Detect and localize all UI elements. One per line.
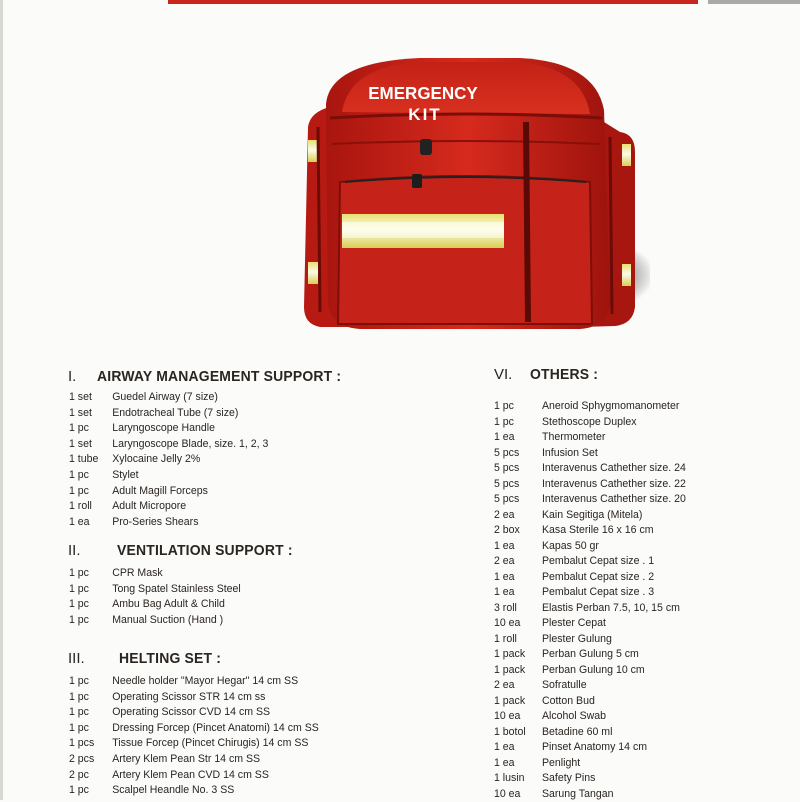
- item-quantity: 1 pc: [69, 484, 89, 497]
- list-item: [69, 721, 357, 736]
- top-accent-bar: [168, 0, 698, 4]
- item-name: Tong Spatel Stainless Steel: [112, 582, 241, 595]
- page-edge: [0, 0, 3, 800]
- item-quantity: 1 pc: [69, 469, 89, 481]
- item-name: Alcohol Swab: [542, 710, 606, 722]
- list-item: [494, 632, 782, 647]
- list-item: [494, 663, 782, 678]
- item-quantity: 1 pc: [69, 598, 89, 611]
- item-name: Tissue Forcep (Pincet Chirugis) 14 cm SS: [112, 737, 309, 750]
- item-name: Adult Micropore: [112, 500, 187, 513]
- list-item: [69, 674, 357, 689]
- list-item: [494, 570, 782, 585]
- item-quantity: 1 set: [69, 437, 92, 450]
- item-name: Stylet: [112, 469, 139, 481]
- section-number: I.: [68, 368, 77, 385]
- list-item: [69, 452, 357, 467]
- list-item: [69, 768, 357, 783]
- item-quantity: 1 lusin: [494, 772, 525, 784]
- item-quantity: 1 pc: [69, 582, 89, 595]
- section-title-ventilation: VENTILATION SUPPORT :: [117, 542, 293, 559]
- list-item: [494, 647, 782, 662]
- item-quantity: 1 set: [69, 406, 92, 419]
- item-name: Dressing Forcep (Pincet Anatomi) 14 cm SS: [112, 721, 319, 734]
- list-item: [69, 406, 357, 421]
- item-name: Aneroid Sphygmomanometer: [542, 400, 680, 412]
- list-item: [494, 399, 782, 414]
- item-name: Pembalut Cepat size . 3: [542, 586, 655, 598]
- list-item: [494, 446, 782, 461]
- item-quantity: 1 pc: [69, 690, 89, 703]
- item-quantity: 1 pc: [69, 721, 89, 734]
- list-item: [69, 437, 357, 452]
- list-item: [69, 736, 357, 751]
- item-quantity: 1 roll: [494, 632, 517, 645]
- section-number: III.: [68, 650, 85, 667]
- item-quantity: 1 ea: [494, 431, 515, 443]
- item-quantity: 1 ea: [494, 586, 515, 598]
- item-name: Kain Segitiga (Mitela): [542, 508, 643, 521]
- list-item: [69, 597, 357, 612]
- list-item: [494, 539, 782, 554]
- item-name: Kapas 50 gr: [542, 539, 599, 552]
- item-quantity: 1 pack: [494, 663, 526, 676]
- section-title-helting: HELTING SET :: [119, 650, 222, 667]
- item-name: Needle holder "Mayor Hegar" 14 cm SS: [112, 675, 299, 687]
- item-name: Xylocaine Jelly 2%: [112, 453, 201, 466]
- list-item: [494, 601, 782, 616]
- item-name: Operating Scissor CVD 14 cm SS: [112, 706, 271, 719]
- item-name: Pro-Series Shears: [112, 515, 199, 528]
- item-name: Plester Cepat: [542, 617, 606, 629]
- item-quantity: 1 roll: [69, 500, 92, 513]
- list-item: [494, 787, 782, 802]
- list-item: [69, 783, 357, 798]
- item-quantity: 1 pc: [494, 415, 514, 428]
- item-quantity: 1 pc: [69, 567, 89, 579]
- list-item: [494, 508, 782, 523]
- bag-label-line1: EMERGENCY: [368, 82, 478, 104]
- item-name: Perban Gulung 5 cm: [542, 648, 639, 660]
- item-quantity: 5 pcs: [494, 462, 520, 474]
- item-quantity: 1 pack: [494, 694, 526, 707]
- item-name: Penlight: [542, 756, 581, 769]
- item-name: Artery Klem Pean CVD 14 cm SS: [112, 768, 269, 781]
- list-item: [494, 477, 782, 492]
- bag-front-pocket: [338, 176, 592, 324]
- item-quantity: 2 pc: [69, 768, 89, 781]
- item-name: Sarung Tangan: [542, 787, 614, 800]
- list-item: [69, 613, 357, 628]
- item-quantity: 10 ea: [494, 617, 521, 629]
- item-quantity: 1 ea: [494, 741, 515, 753]
- item-quantity: 1 tube: [69, 453, 99, 466]
- item-name: CPR Mask: [112, 567, 163, 579]
- item-quantity: 1 pc: [69, 784, 89, 797]
- section-title-airway: AIRWAY MANAGEMENT SUPPORT :: [97, 368, 342, 385]
- item-quantity: 2 pcs: [69, 753, 95, 765]
- list-item: [69, 515, 357, 530]
- list-item: [494, 523, 782, 538]
- item-name: Manual Suction (Hand ): [112, 613, 224, 626]
- item-quantity: 1 pc: [494, 400, 514, 412]
- item-name: Laryngoscope Handle: [112, 422, 215, 435]
- item-quantity: 1 pcs: [69, 737, 95, 750]
- list-item: [494, 756, 782, 771]
- list-item: [494, 709, 782, 724]
- item-name: Interavenus Cathether size. 22: [542, 477, 686, 490]
- list-item: [494, 415, 782, 430]
- item-name: Ambu Bag Adult & Child: [112, 598, 225, 611]
- item-name: Artery Klem Pean Str 14 cm SS: [112, 753, 261, 765]
- list-item: [494, 430, 782, 445]
- item-name: Betadine 60 ml: [542, 725, 613, 738]
- item-name: Thermometer: [542, 431, 606, 443]
- item-name: Safety Pins: [542, 772, 596, 784]
- item-quantity: 2 ea: [494, 679, 515, 691]
- item-name: Pinset Anatomy 14 cm: [542, 741, 648, 753]
- list-item: [69, 390, 357, 405]
- list-item: [69, 484, 357, 499]
- item-name: Cotton Bud: [542, 694, 595, 707]
- item-quantity: 1 ea: [69, 515, 90, 528]
- list-item: [69, 566, 357, 581]
- item-name: Stethoscope Duplex: [542, 415, 637, 428]
- item-quantity: 1 pc: [69, 706, 89, 719]
- list-item: [69, 752, 357, 767]
- section-title-others: OTHERS :: [530, 366, 599, 383]
- item-name: Interavenus Cathether size. 24: [542, 462, 686, 474]
- item-name: Elastis Perban 7.5, 10, 15 cm: [542, 601, 680, 614]
- item-quantity: 1 pc: [69, 675, 89, 687]
- list-item: [494, 678, 782, 693]
- zipper-pull: [420, 139, 432, 155]
- item-quantity: 1 pc: [69, 422, 89, 435]
- item-quantity: 10 ea: [494, 710, 521, 722]
- item-name: Kasa Sterile 16 x 16 cm: [542, 524, 654, 536]
- list-item: [69, 499, 357, 514]
- list-item: [494, 461, 782, 476]
- item-quantity: 1 ea: [494, 570, 515, 583]
- list-item: [69, 421, 357, 436]
- item-quantity: 10 ea: [494, 787, 521, 800]
- top-accent-bar-grey: [708, 0, 800, 4]
- item-quantity: 1 botol: [494, 725, 526, 738]
- list-item: [494, 694, 782, 709]
- item-name: Infusion Set: [542, 446, 598, 459]
- item-name: Scalpel Heandle No. 3 SS: [112, 784, 235, 797]
- list-item: [69, 468, 357, 483]
- item-quantity: 1 pc: [69, 613, 89, 626]
- item-name: Laryngoscope Blade, size. 1, 2, 3: [112, 437, 269, 450]
- list-item: [494, 554, 782, 569]
- item-name: Sofratulle: [542, 679, 587, 691]
- item-name: Interavenus Cathether size. 20: [542, 493, 686, 505]
- list-item: [494, 725, 782, 740]
- item-quantity: 1 pack: [494, 648, 526, 660]
- item-quantity: 3 roll: [494, 601, 517, 614]
- list-item: [69, 690, 357, 705]
- list-item: [494, 771, 782, 786]
- item-name: Guedel Airway (7 size): [112, 391, 218, 403]
- item-quantity: 2 ea: [494, 508, 515, 521]
- item-quantity: 5 pcs: [494, 446, 520, 459]
- list-item: [69, 582, 357, 597]
- item-name: Pembalut Cepat size . 2: [542, 570, 655, 583]
- list-item: [494, 492, 782, 507]
- item-name: Operating Scissor STR 14 cm ss: [112, 690, 266, 703]
- section-number: II.: [68, 542, 81, 559]
- item-quantity: 2 ea: [494, 555, 515, 567]
- item-name: Adult Magill Forceps: [112, 484, 208, 497]
- list-item: [69, 705, 357, 720]
- item-quantity: 1 ea: [494, 539, 515, 552]
- item-name: Endotracheal Tube (7 size): [112, 406, 239, 419]
- item-quantity: 1 ea: [494, 756, 515, 769]
- emergency-kit-bag-image: [290, 52, 650, 337]
- list-item: [494, 585, 782, 600]
- bag-label-line2: KIT: [408, 105, 442, 124]
- item-quantity: 2 box: [494, 524, 520, 536]
- list-item: [494, 616, 782, 631]
- item-name: Perban Gulung 10 cm: [542, 663, 645, 676]
- item-quantity: 5 pcs: [494, 493, 520, 505]
- list-item: [494, 740, 782, 755]
- item-name: Plester Gulung: [542, 632, 612, 645]
- item-quantity: 5 pcs: [494, 477, 520, 490]
- section-number: VI.: [494, 366, 513, 383]
- item-quantity: 1 set: [69, 391, 92, 403]
- item-name: Pembalut Cepat size . 1: [542, 555, 655, 567]
